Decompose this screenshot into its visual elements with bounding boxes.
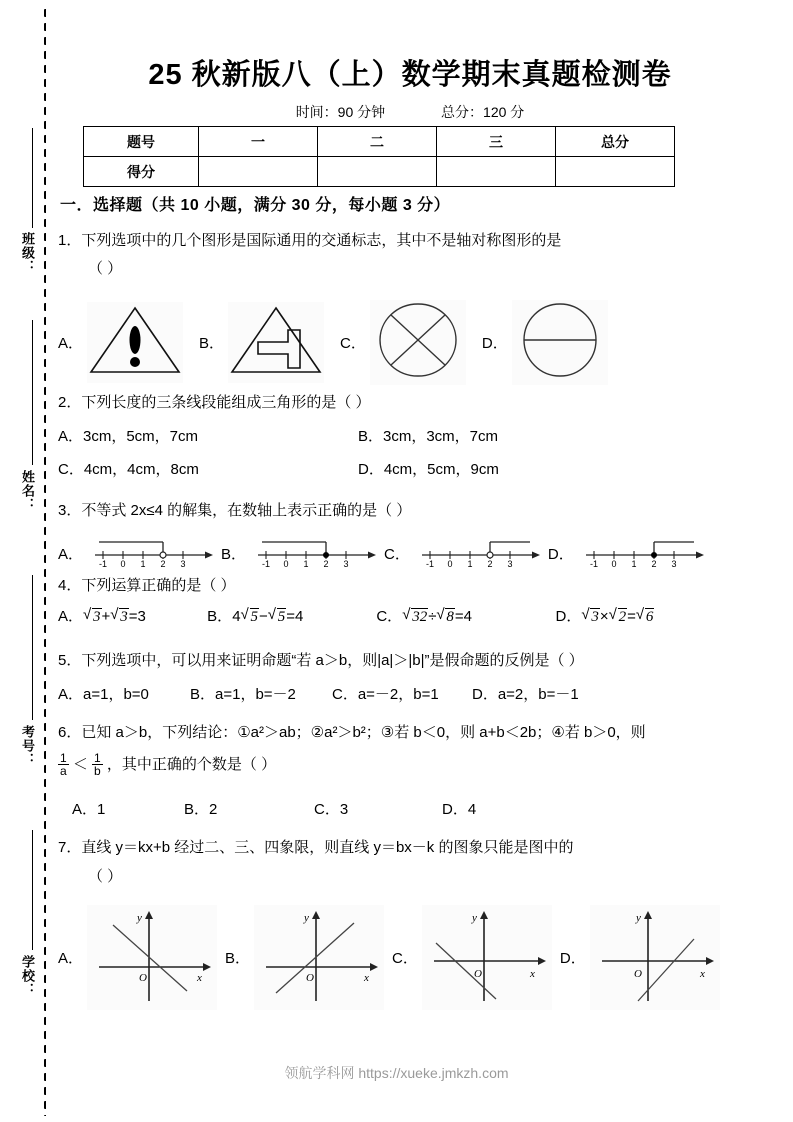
fraction-1-over-a	[58, 752, 69, 777]
svg-text:y: y	[471, 912, 477, 924]
coefficient: 4	[232, 608, 241, 625]
svg-text:1: 1	[467, 559, 473, 569]
radicand: 5	[250, 609, 259, 625]
operator: ÷	[428, 608, 437, 625]
svg-text:x: x	[197, 972, 202, 984]
option-c[interactable]: C．a=－2，b=1	[332, 686, 439, 703]
question-1-paren[interactable]: （ ）	[88, 260, 123, 277]
radicand: 8	[446, 609, 454, 625]
circle-bar-sign-icon[interactable]	[512, 300, 608, 385]
result: =3	[128, 608, 146, 625]
svg-text:y: y	[304, 912, 309, 924]
question-5-options	[58, 683, 758, 704]
svg-text:2: 2	[160, 559, 166, 569]
option-c[interactable]	[376, 605, 551, 626]
question-2-number: 2．	[58, 394, 82, 411]
option-label-a[interactable]: A．	[58, 546, 84, 563]
question-7-text	[58, 835, 770, 861]
question-4-number: 4．	[58, 577, 82, 594]
fraction-denominator: a	[60, 763, 67, 778]
svg-text:0: 0	[611, 559, 617, 569]
question-5-number: 5．	[58, 652, 82, 669]
option-d[interactable]: D．4cm，5cm，9cm	[358, 461, 499, 478]
section-heading: 一．选择题（共 10 小题，满分 30 分，每小题 3 分）	[60, 197, 451, 214]
svg-text:-1: -1	[425, 559, 434, 569]
svg-text:O: O	[633, 968, 642, 980]
option-label-c[interactable]: C．	[384, 546, 410, 563]
margin-label-class: 班级：	[20, 232, 35, 274]
question-4-text	[58, 573, 236, 599]
option-label-a[interactable]: A．	[58, 335, 84, 352]
question-3-body[interactable]: 不等式 2x≤4 的解集，在数轴上表示正确的是（ ）	[81, 502, 412, 519]
radicand: 2	[618, 609, 627, 625]
result: =4	[286, 608, 304, 625]
option-label-d[interactable]: D．	[559, 950, 586, 967]
question-1-options	[58, 300, 608, 385]
option-a[interactable]: A．1	[72, 801, 106, 818]
svg-text:3: 3	[180, 559, 186, 569]
fraction-denominator: b	[94, 763, 101, 778]
svg-text:O: O	[473, 968, 482, 980]
svg-text:1: 1	[303, 559, 309, 569]
question-3-options	[58, 533, 706, 574]
operator: −	[259, 608, 268, 625]
option-b[interactable]: B．a=1，b=－2	[190, 686, 296, 703]
triangle-t-shape-sign-icon[interactable]	[228, 302, 324, 383]
question-1-text	[58, 228, 758, 254]
margin-rule-school	[32, 830, 33, 950]
option-label-b[interactable]: B．	[199, 335, 225, 352]
graph-negative-slope-negative-intercept-icon[interactable]	[422, 905, 552, 1010]
table-cell-blank[interactable]	[318, 157, 437, 187]
option-label-b[interactable]: B．	[225, 950, 251, 967]
graph-positive-slope-negative-intercept-icon[interactable]	[590, 905, 720, 1010]
radicand: 3	[591, 609, 599, 625]
option-b[interactable]: B．3cm，3cm，7cm	[358, 428, 499, 445]
binding-dotted-line	[44, 6, 46, 1116]
margin-rule-id	[32, 575, 33, 720]
operator: ×	[599, 608, 609, 625]
radicand: 3	[93, 609, 101, 625]
table-cell-blank[interactable]	[199, 157, 318, 187]
svg-text:2: 2	[651, 559, 657, 569]
question-7-options	[58, 905, 720, 1010]
svg-text:-1: -1	[99, 559, 108, 569]
svg-text:0: 0	[283, 559, 289, 569]
question-2-options	[58, 425, 718, 446]
option-c[interactable]: C．3	[314, 801, 349, 818]
svg-text:y: y	[635, 912, 641, 924]
table-cell: 三	[437, 127, 556, 157]
page-title: 25 秋新版八（上）数学期末真题检测卷	[148, 59, 672, 91]
question-2-body[interactable]: 下列长度的三条线段能组成三角形的是（ ）	[81, 394, 371, 411]
option-label-d[interactable]: D．	[547, 546, 574, 563]
radicand: 6	[645, 609, 654, 625]
option-label-d[interactable]: D．	[481, 335, 508, 352]
question-3-number: 3．	[58, 502, 82, 519]
fraction-1-over-b	[92, 752, 103, 777]
question-2-text	[58, 390, 371, 416]
option-label-c[interactable]: C．	[340, 335, 366, 352]
svg-text:3: 3	[671, 559, 677, 569]
option-d[interactable]: D．4	[442, 801, 477, 818]
option-label-b[interactable]: B．	[221, 546, 247, 563]
question-7-paren[interactable]: （ ）	[88, 868, 123, 885]
table-row	[84, 157, 675, 187]
svg-text:2: 2	[323, 559, 329, 569]
margin-label-name: 姓名：	[20, 470, 35, 512]
table-cell-blank[interactable]	[437, 157, 556, 187]
option-label-a[interactable]: A．	[58, 950, 84, 967]
svg-text:x: x	[364, 972, 369, 984]
table-cell: 二	[318, 127, 437, 157]
numberline-a-icon[interactable]	[87, 533, 215, 574]
option-a[interactable]	[58, 605, 203, 626]
operator: +	[101, 608, 111, 625]
svg-text:0: 0	[120, 559, 126, 569]
question-4-options	[58, 605, 758, 626]
table-cell: 一	[199, 127, 318, 157]
svg-text:3: 3	[507, 559, 513, 569]
svg-text:O: O	[306, 972, 314, 984]
question-6-options	[72, 798, 772, 819]
option-label-c[interactable]: C．	[392, 950, 418, 967]
question-2-options-2	[58, 458, 718, 479]
triangle-exclamation-sign-icon[interactable]	[87, 302, 183, 383]
option-b[interactable]	[207, 605, 372, 626]
exam-meta	[60, 102, 760, 122]
question-6-number: 6．	[58, 724, 82, 741]
option-d[interactable]: D．a=2，b=－1	[472, 686, 579, 703]
question-7-number: 7．	[58, 839, 82, 856]
svg-text:0: 0	[447, 559, 453, 569]
question-1-body: 下列选项中的几个图形是国际通用的交通标志，其中不是轴对称图形的是	[81, 232, 562, 249]
question-5-text	[58, 648, 584, 674]
option-b-label: B．	[207, 608, 233, 625]
svg-text:-1: -1	[589, 559, 598, 569]
radicand: 5	[277, 609, 286, 625]
option-a[interactable]: A．3cm，5cm，7cm	[58, 428, 199, 445]
option-b[interactable]: B．2	[184, 801, 218, 818]
svg-text:1: 1	[631, 559, 637, 569]
margin-label-id: 考号：	[20, 725, 35, 767]
result: =4	[454, 608, 473, 625]
table-cell: 题号	[84, 127, 199, 157]
question-6-text	[58, 720, 768, 746]
graph-positive-slope-positive-intercept-icon[interactable]	[254, 905, 384, 1010]
option-d-label: D．	[555, 608, 582, 625]
table-cell-blank[interactable]	[556, 157, 675, 187]
question-6-line2	[58, 752, 276, 778]
question-4-body[interactable]: 下列运算正确的是（ ）	[81, 577, 236, 594]
result: =	[627, 608, 636, 625]
circle-cross-sign-icon[interactable]	[370, 300, 466, 385]
svg-text:x: x	[529, 968, 535, 980]
margin-label-school: 学校：	[20, 955, 35, 997]
table-cell: 总分	[556, 127, 675, 157]
radicand: 3	[120, 609, 128, 625]
question-1-number: 1．	[58, 232, 82, 249]
question-7-body[interactable]: 直线 y＝kx+b 经过二、三、四象限，则直线 y＝bx－k 的图象只能是图中的	[81, 839, 574, 856]
question-3-text	[58, 498, 411, 524]
exam-time: 时间：90 分钟	[295, 104, 386, 120]
svg-text:2: 2	[487, 559, 493, 569]
fraction-numerator: 1	[94, 750, 101, 765]
option-c-label: C．	[376, 608, 403, 625]
fraction-numerator: 1	[60, 750, 67, 765]
option-a[interactable]: A．a=1，b=0	[58, 686, 149, 703]
numberline-c-icon[interactable]	[414, 533, 542, 574]
fraction-comparison-operator: ＜	[72, 756, 88, 773]
svg-text:-1: -1	[262, 559, 271, 569]
exam-total-score: 总分：120 分	[441, 104, 525, 120]
table-row	[84, 127, 675, 157]
svg-text:x: x	[699, 968, 705, 980]
score-table	[83, 126, 675, 187]
footer-watermark: 领航学科网 https://xueke.jmkzh.com	[284, 1065, 509, 1081]
option-c[interactable]: C．4cm，4cm，8cm	[58, 461, 199, 478]
table-cell: 得分	[84, 157, 199, 187]
svg-text:y: y	[137, 912, 142, 924]
question-6-tail[interactable]: ，其中正确的个数是（ ）	[106, 756, 277, 773]
numberline-d-icon[interactable]	[578, 533, 706, 574]
margin-rule-class	[32, 128, 33, 228]
question-6-body[interactable]: 已知 a＞b，下列结论：①a²＞ab；②a²＞b²；③若 b＜0，则 a+b＜2b；④若 b＞0，则	[81, 724, 646, 741]
radicand: 32	[412, 609, 428, 625]
graph-negative-slope-positive-intercept-icon[interactable]	[87, 905, 217, 1010]
svg-text:O: O	[139, 972, 147, 984]
question-5-body[interactable]: 下列选项中，可以用来证明命题“若 a＞b，则|a|＞|b|”是假命题的反例是（ ）	[81, 652, 584, 669]
option-a-label: A．	[58, 608, 84, 625]
option-d[interactable]	[556, 605, 655, 626]
numberline-b-icon[interactable]	[250, 533, 378, 574]
margin-rule-name	[32, 320, 33, 465]
svg-text:1: 1	[140, 559, 146, 569]
svg-text:3: 3	[343, 559, 349, 569]
